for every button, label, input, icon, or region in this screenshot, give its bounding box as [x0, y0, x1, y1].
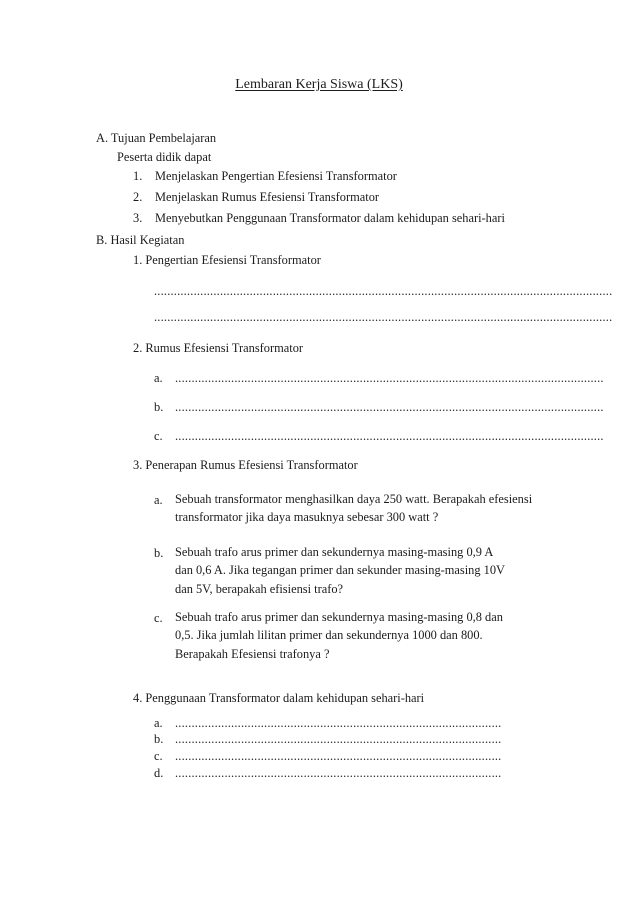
- question-text: Sebuah transformator menghasilkan daya 250 watt. Berapakah efesiensi transformator jika daya masuknya sebesar 300 watt ?: [175, 492, 533, 525]
- question-text: Sebuah trafo arus primer dan sekundernya masing-masing 0,9 A dan 0,6 A. Jika tegangan primer dan sekunder masing-masing 10V dan 5V, berapakah efisiensi trafo?: [175, 545, 505, 596]
- answer-line: ...................................................................................................: [175, 766, 502, 780]
- part1-title: 1. Pengertian Efesiensi Transformator: [133, 253, 321, 267]
- item-letter: c.: [154, 429, 163, 443]
- section-a-intro: Peserta didik dapat: [117, 150, 212, 164]
- answer-line: ...........................................................................................................................................: [154, 284, 613, 298]
- item-letter: b.: [154, 732, 164, 746]
- objective-item: 1. Menjelaskan Pengertian Efesiensi Transformator: [133, 169, 397, 183]
- answer-line: ..................................................................................................................................: [175, 400, 604, 414]
- question-letter: b.: [154, 546, 164, 560]
- part4-title: 4. Penggunaan Transformator dalam kehidupan sehari-hari: [133, 691, 425, 705]
- item-letter: d.: [154, 766, 164, 780]
- item-letter: a.: [154, 716, 163, 730]
- objective-item: 3. Menyebutkan Penggunaan Transformator dalam kehidupan sehari-hari: [133, 211, 505, 225]
- part2-title: 2. Rumus Efesiensi Transformator: [133, 341, 304, 355]
- answer-line: ...........................................................................................................................................: [154, 310, 613, 324]
- answer-line: ...................................................................................................: [175, 716, 502, 730]
- section-b-heading: B. Hasil Kegiatan: [96, 233, 185, 247]
- item-letter: b.: [154, 400, 164, 414]
- part3-title: 3. Penerapan Rumus Efesiensi Transformator: [133, 458, 358, 472]
- answer-line: ...................................................................................................: [175, 732, 502, 746]
- question-letter: a.: [154, 493, 163, 507]
- worksheet-title: Lembaran Kerja Siswa (LKS): [235, 77, 403, 92]
- item-letter: a.: [154, 371, 163, 385]
- item-letter: c.: [154, 749, 163, 763]
- section-a-heading: A. Tujuan Pembelajaran: [96, 131, 217, 145]
- answer-line: ..................................................................................................................................: [175, 429, 604, 443]
- question-text: Sebuah trafo arus primer dan sekundernya masing-masing 0,8 dan 0,5. Jika jumlah lilitan primer dan sekundernya 1000 dan 800. Berapakah Efesiensi trafonya ?: [175, 610, 503, 661]
- question-letter: c.: [154, 611, 163, 625]
- objective-item: 2. Menjelaskan Rumus Efesiensi Transformator: [133, 190, 380, 204]
- answer-line: ...................................................................................................: [175, 749, 502, 763]
- answer-line: ..................................................................................................................................: [175, 371, 604, 385]
